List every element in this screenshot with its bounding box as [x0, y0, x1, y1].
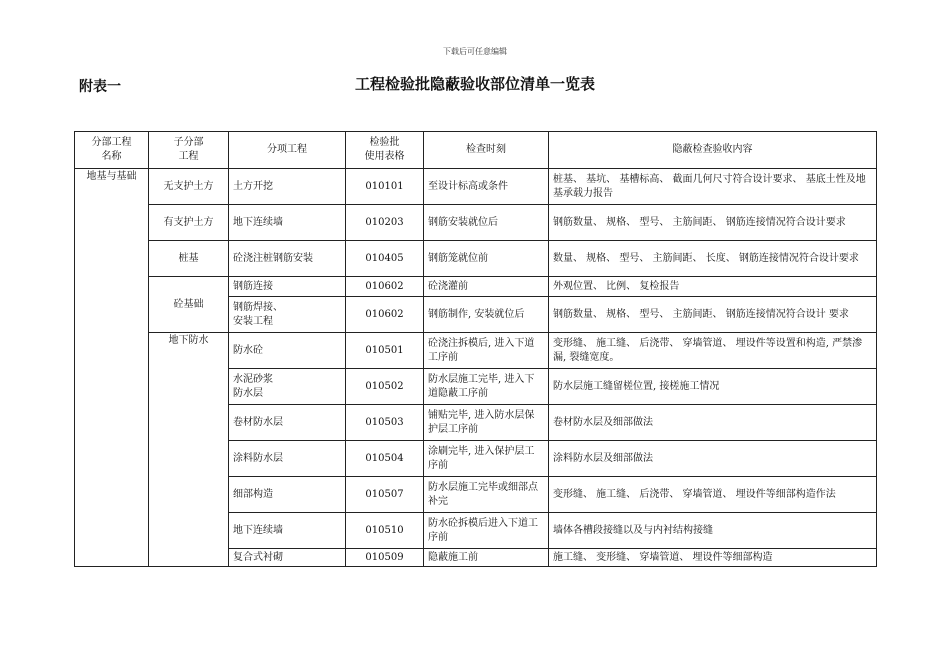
time-cell: 砼浇注拆模后, 进入下道工序前	[424, 333, 549, 369]
time-cell: 防水层施工完毕, 进入下道隐蔽工序前	[424, 369, 549, 405]
item-cell: 钢筋连接	[229, 277, 346, 297]
item-cell: 钢筋焊接、 安装工程	[229, 297, 346, 333]
item-cell: 水泥砂浆 防水层	[229, 369, 346, 405]
time-cell: 铺贴完毕, 进入防水层保护层工序前	[424, 405, 549, 441]
form-cell: 010501	[346, 333, 424, 369]
column-header: 检验批 使用表格	[346, 132, 424, 169]
item-cell: 土方开挖	[229, 169, 346, 205]
item-cell: 细部构造	[229, 477, 346, 513]
subdivision-cell: 无支护土方	[149, 169, 229, 205]
column-header: 分部工程 名称	[75, 132, 149, 169]
content-cell: 桩基、 基坑、 基槽标高、 截面几何尺寸符合设计要求、 基底土性及地基承载力报告	[549, 169, 877, 205]
content-cell: 施工缝、 变形缝、 穿墙管道、 埋设件等细部构造	[549, 549, 877, 567]
form-cell: 010203	[346, 205, 424, 241]
subdivision-cell: 砼基础	[149, 277, 229, 333]
table-row	[75, 277, 877, 297]
item-cell: 地下连续墙	[229, 205, 346, 241]
column-header: 分项工程	[229, 132, 346, 169]
content-cell: 变形缝、 施工缝、 后浇带、 穿墙管道、 埋设件等设置和构造, 严禁渗漏, 裂缝宽度。	[549, 333, 877, 369]
form-cell: 010510	[346, 513, 424, 549]
item-cell: 防水砼	[229, 333, 346, 369]
table-row	[75, 241, 877, 277]
column-header: 子分部 工程	[149, 132, 229, 169]
document-title: 工程检验批隐蔽验收部位清单一览表	[354, 75, 595, 93]
division-cell: 地基与基础	[75, 169, 149, 567]
item-cell: 砼浇注桩钢筋安装	[229, 241, 346, 277]
item-cell: 地下连续墙	[229, 513, 346, 549]
appendix-label: 附表一	[79, 79, 121, 95]
form-cell: 010405	[346, 241, 424, 277]
form-cell: 010509	[346, 549, 424, 567]
form-cell: 010503	[346, 405, 424, 441]
time-cell: 钢筋制作, 安装就位后	[424, 297, 549, 333]
form-cell: 010504	[346, 441, 424, 477]
time-cell: 钢筋笼就位前	[424, 241, 549, 277]
form-cell: 010507	[346, 477, 424, 513]
table-header-row	[75, 132, 877, 169]
subdivision-cell: 地下防水	[149, 333, 229, 567]
content-cell: 钢筋数量、 规格、 型号、 主筋间距、 钢筋连接情况符合设计要求	[549, 205, 877, 241]
inspection-table	[74, 131, 877, 567]
subdivision-cell: 有支护土方	[149, 205, 229, 241]
table-row	[75, 169, 877, 205]
time-cell: 砼浇灌前	[424, 277, 549, 297]
time-cell: 钢筋安装就位后	[424, 205, 549, 241]
time-cell: 防水层施工完毕或细部点补完	[424, 477, 549, 513]
content-cell: 涂料防水层及细部做法	[549, 441, 877, 477]
item-cell: 涂料防水层	[229, 441, 346, 477]
header-note: 下载后可任意编辑	[443, 47, 507, 56]
table-row	[75, 333, 877, 369]
time-cell: 至设计标高或条件	[424, 169, 549, 205]
item-cell: 复合式衬砌	[229, 549, 346, 567]
form-cell: 010602	[346, 297, 424, 333]
subdivision-cell: 桩基	[149, 241, 229, 277]
time-cell: 涂刷完毕, 进入保护层工序前	[424, 441, 549, 477]
form-cell: 010602	[346, 277, 424, 297]
content-cell: 钢筋数量、 规格、 型号、 主筋间距、 钢筋连接情况符合设计 要求	[549, 297, 877, 333]
column-header: 检查时刻	[424, 132, 549, 169]
item-cell: 卷材防水层	[229, 405, 346, 441]
form-cell: 010502	[346, 369, 424, 405]
table-row	[75, 205, 877, 241]
content-cell: 卷材防水层及细部做法	[549, 405, 877, 441]
content-cell: 外观位置、 比例、 复检报告	[549, 277, 877, 297]
content-cell: 变形缝、 施工缝、 后浇带、 穿墙管道、 埋设件等细部构造作法	[549, 477, 877, 513]
time-cell: 隐蔽施工前	[424, 549, 549, 567]
content-cell: 数量、 规格、 型号、 主筋间距、 长度、 钢筋连接情况符合设计要求	[549, 241, 877, 277]
content-cell: 防水层施工缝留槎位置, 接槎施工情况	[549, 369, 877, 405]
time-cell: 防水砼拆模后进入下道工序前	[424, 513, 549, 549]
column-header: 隐蔽检查验收内容	[549, 132, 877, 169]
form-cell: 010101	[346, 169, 424, 205]
content-cell: 墙体各槽段接缝以及与内衬结构接缝	[549, 513, 877, 549]
